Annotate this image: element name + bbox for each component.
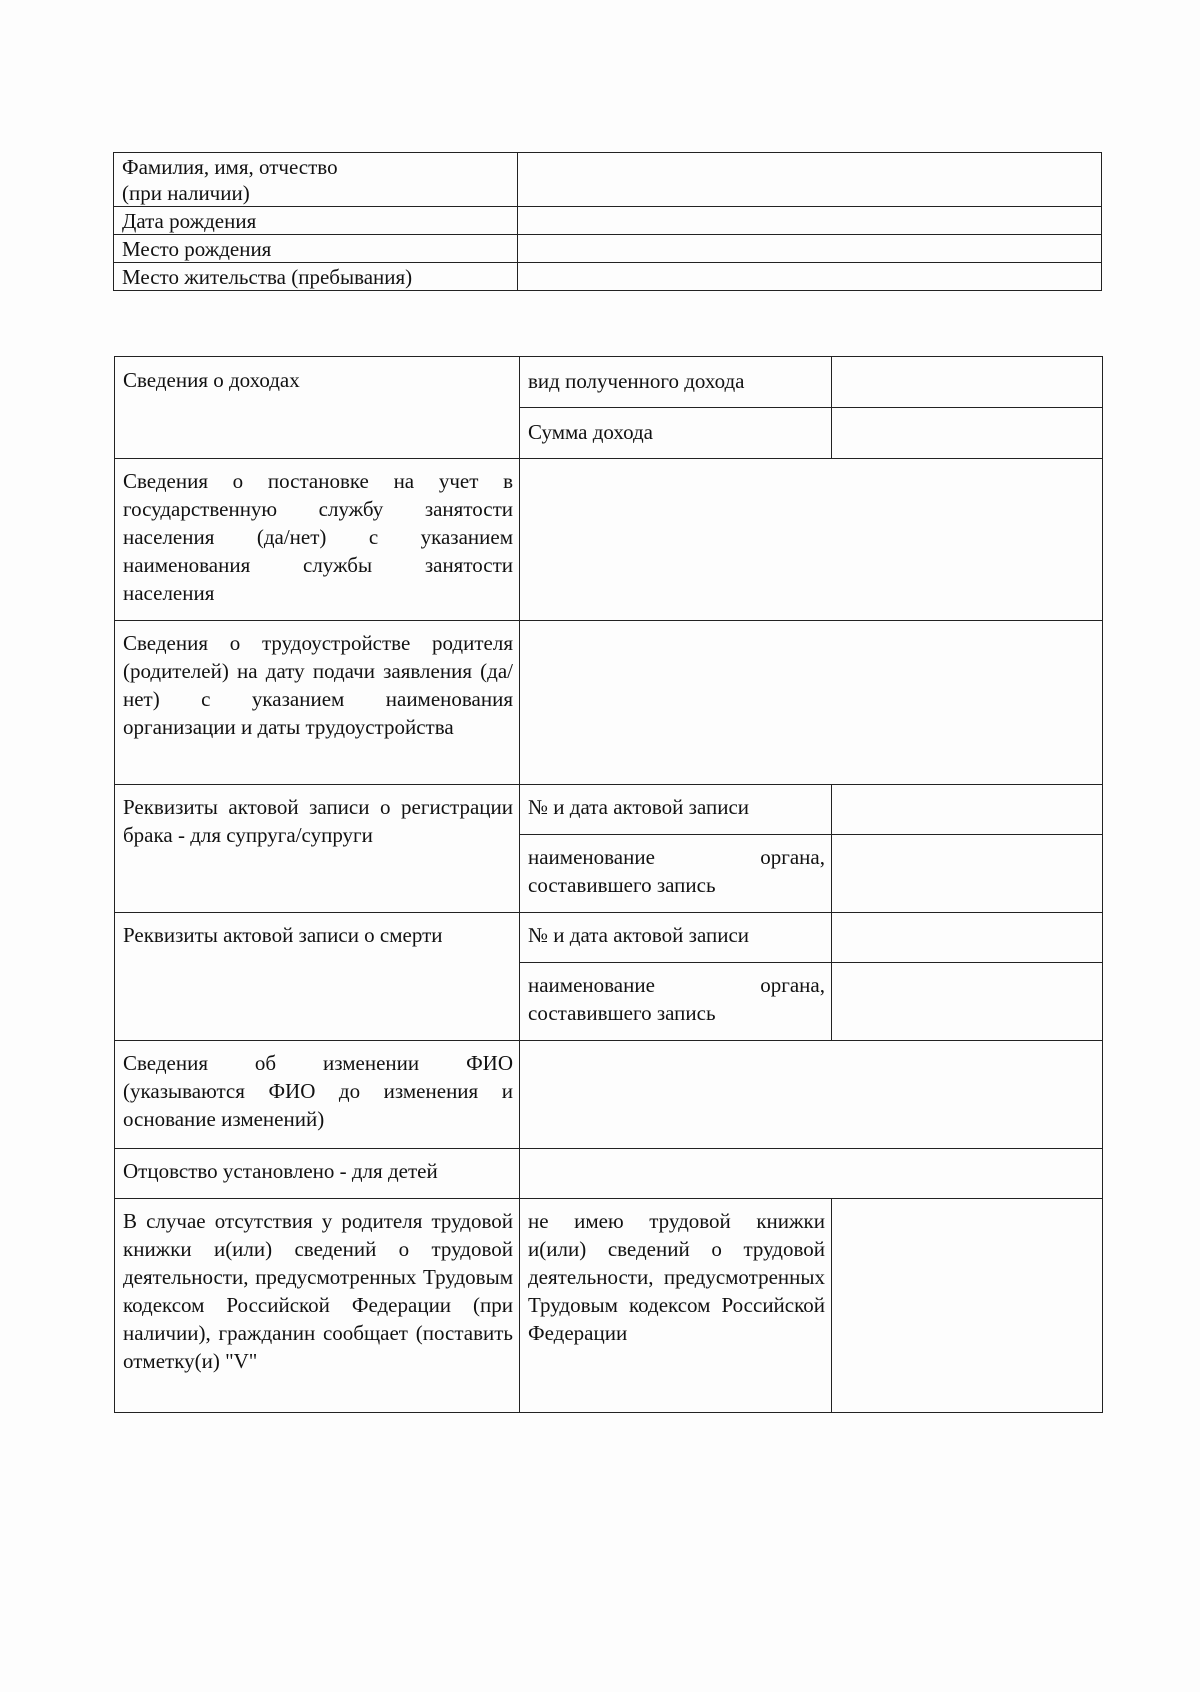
name-change-value[interactable] <box>520 1041 1103 1149</box>
personal-data-table <box>113 152 1102 291</box>
income-sum-label: Сумма дохода <box>520 408 832 459</box>
no-work-book-option-label: не имею трудовой книжки и(или) сведений о трудовой деятельности, предусмотренных Трудовым кодексом Российской Федерации <box>520 1199 832 1413</box>
marriage-number-date-label: № и дата актовой записи <box>520 785 832 835</box>
death-number-date-value[interactable] <box>832 913 1103 963</box>
birth-place-label: Место рождения <box>114 235 518 263</box>
full-name-value[interactable] <box>518 153 1102 207</box>
table-row <box>115 357 1103 408</box>
death-authority-label: наименование органа, составившего запись <box>520 963 832 1041</box>
death-authority-value[interactable] <box>832 963 1103 1041</box>
table-row <box>115 785 1103 835</box>
marriage-record-label: Реквизиты актовой записи о регистрации брака - для супруга/супруги <box>115 785 520 913</box>
full-name-label-line1: Фамилия, имя, отчество <box>122 155 338 179</box>
details-table <box>114 356 1103 1413</box>
table-row <box>115 459 1103 621</box>
marriage-number-date-value[interactable] <box>832 785 1103 835</box>
full-name-label <box>114 153 518 207</box>
table-row <box>114 235 1102 263</box>
no-work-book-label: В случае отсутствия у родителя трудовой книжки и(или) сведений о трудовой деятельности, предусмотренных Трудовым кодексом Российской Федерации (при наличии), гражданин сообщает (поставить отметку(и) "V" <box>115 1199 520 1413</box>
residence-label: Место жительства (пребывания) <box>114 263 518 291</box>
table-row <box>114 207 1102 235</box>
birth-place-value[interactable] <box>518 235 1102 263</box>
income-sum-value[interactable] <box>832 408 1103 459</box>
paternity-value[interactable] <box>520 1149 1103 1199</box>
marriage-authority-value[interactable] <box>832 835 1103 913</box>
table-row <box>114 263 1102 291</box>
employment-service-label: Сведения о постановке на учет в государственную службу занятости населения (да/нет) с указанием наименования службы занятости населения <box>115 459 520 621</box>
death-number-date-label: № и дата актовой записи <box>520 913 832 963</box>
residence-value[interactable] <box>518 263 1102 291</box>
employment-service-value[interactable] <box>520 459 1103 621</box>
table-row <box>115 1041 1103 1149</box>
paternity-label: Отцовство установлено - для детей <box>115 1149 520 1199</box>
parent-employment-value[interactable] <box>520 621 1103 785</box>
marriage-authority-label: наименование органа, составившего запись <box>520 835 832 913</box>
income-label: Сведения о доходах <box>115 357 520 459</box>
birth-date-value[interactable] <box>518 207 1102 235</box>
table-row <box>115 1149 1103 1199</box>
table-row <box>115 913 1103 963</box>
income-type-label: вид полученного дохода <box>520 357 832 408</box>
full-name-label-line2: (при наличии) <box>122 181 250 205</box>
birth-date-label: Дата рождения <box>114 207 518 235</box>
death-record-label: Реквизиты актовой записи о смерти <box>115 913 520 1041</box>
table-row <box>114 153 1102 207</box>
table-row <box>115 1199 1103 1413</box>
income-type-value[interactable] <box>832 357 1103 408</box>
name-change-label: Сведения об изменении ФИО (указываются ФИО до изменения и основание изменений) <box>115 1041 520 1149</box>
no-work-book-mark-cell[interactable] <box>832 1199 1103 1413</box>
parent-employment-label: Сведения о трудоустройстве родителя (родителей) на дату подачи заявления (да/нет) с указанием наименования организации и даты трудоустройства <box>115 621 520 785</box>
table-row <box>115 621 1103 785</box>
